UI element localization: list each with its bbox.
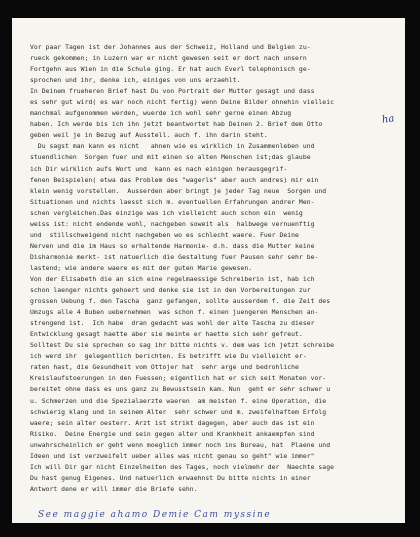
handwritten-margin-note: ha: [381, 113, 396, 126]
letter-line: klein wenig vorstellen. Ausserden aber bringt je jeder Tag neue Sorgen und: [30, 186, 327, 195]
letter-line: schen vergleichen.Das einzige was ich vielleicht auch schon ein wenig: [30, 208, 303, 217]
letter-line: unwahrscheinlich er geht wenn moeglich immer noch ins Bureau, hat Plaene und: [30, 440, 331, 449]
letter-line: Solltest Du sie sprechen so sag ihr bitte nichts v. dem was ich jetzt schreibe: [30, 341, 335, 350]
letter-page: [12, 18, 405, 523]
letter-line: Kreislaufstoerungen in den Fuessen; eigentlich hat er sich seit Monaten vor-: [30, 374, 327, 383]
letter-line: strengend ist. Ich habe dran gedacht was wohl der alte Tascha zu dieser: [30, 319, 315, 328]
letter-line: stuendlichen Sorgen fuer und mit einen so alten Menschen ist;das glaube: [30, 153, 311, 162]
letter-line: Situationen und nichts laesst sich m. eventuellen Erfahrungen andrer Men-: [30, 197, 315, 206]
letter-line: ich werd ihr gelegentlich berichten. Es betrifft wie Du vielleicht er-: [30, 352, 307, 361]
letter-line: schon laenger nichts gehoert und denke sie ist in den Vorbereitungen zur: [30, 286, 311, 295]
letter-line: Ich will Dir gar nicht Einzelheiten des Tages, noch vielmehr der Naechte sage: [30, 462, 335, 471]
letter-line: lastend; wie andere waere es mit der guten Marie gewesen.: [30, 263, 253, 272]
letter-line: Ideen und ist verzweifelt ueber alles was nicht genau so geht" wie immer": [30, 451, 315, 460]
letter-line: manchmal aufgenommen werden, wuerde ich wohl sehr gerne einen Abzug: [30, 109, 292, 118]
letter-line: weiss ist: nicht endende wohl, nachgeben soweit als halbwege vernuenftig: [30, 219, 315, 228]
letter-line: Antwort dene er will immer die Briefe sehn.: [30, 484, 198, 493]
letter-line: Disharmonie merkt- ist natuerlich die Gestaltung fuer Pausen sehr sehr be-: [30, 252, 319, 261]
letter-line: bereitet ohne dass es uns ganz zu Bewusstsein kam. Nun geht er sehr schwer u: [30, 385, 331, 394]
letter-line: Vor paar Tagen ist der Johannes aus der Schweiz, Holland und Belgien zu-: [30, 43, 311, 51]
letter-line: es sehr gut wird( es war noch nicht fertig) wenn Deine Bilder ohnehin vielleic: [30, 98, 335, 107]
letter-line: geben weil je in Bezug auf Ausstell. auch f. ihn darin steht.: [30, 131, 268, 140]
letter-line: grossen Uebung f. den Tascha ganz gefangen, sollte ausserdem f. die Zeit des: [30, 297, 331, 306]
letter-line: Du sagst man kann es nicht ahnen wie es wirklich in Zusammenleben und: [30, 142, 315, 151]
letter-line: Nerven und die im Haus so erhaltende Harmonie- d.h. dass die Mutter keine: [30, 241, 315, 250]
letter-line: In Deinem frueheren Brief hast Du von Portrait der Mutter gesagt und dass: [30, 87, 315, 96]
letter-line: rueck gekommen; in Luzern war er nicht gewesen seit er dort nach unsern: [30, 54, 307, 63]
letter-line: fenen Beispielen( etwa das Problem des "wagerls" aber auch andres) mir ein: [30, 175, 319, 184]
letter-line: raten hast, die Gesundheit vom Ottojer hat sehr arge und bedrohliche: [30, 363, 299, 372]
letter-line: Risiko. Deine Energie und sein gegen alter und Krankheit ankaempfen sind: [30, 429, 315, 438]
handwritten-signature-line: See maggie ahamo Demie Cam myssine: [38, 510, 272, 520]
letter-line: Fortgehn aus Wien in die Schule ging. Er hat auch Everl telephonisch ge-: [30, 65, 311, 74]
letter-line: schwierig klang und in seinem Alter sehr schwer und m. zweifelhaftem Erfolg: [30, 407, 327, 416]
letter-line: Du hast genug Eigenes. Und natuerlich erwaehnst Du bitte nichts in einer: [30, 473, 311, 482]
letter-line: u. Schmerzen und die Spezialaerzte waeren am meisten f. eine Operation, die: [30, 396, 327, 405]
letter-line: haben. Ich werde bis ich ihn jetzt beantwortet hab Deinen 2. Brief dem Otto: [30, 120, 323, 129]
letter-line: sprochen und ihr, denke ich, einiges von uns erzaehlt.: [30, 76, 241, 85]
letter-line: ich Dir wirklich aufs Wort und kann es nach einigen herausgegrif-: [30, 164, 288, 173]
letter-line: und stillschweigend nicht nachgeben wo es schlecht waere. Fuer Deine: [30, 230, 299, 239]
letter-line: Von der Elisabeth die an sich eine regelmaessige Schreiberin ist, hab ich: [30, 274, 315, 283]
letter-line: Entwicklung gesagt haette aber sie meinte er haette sich sehr gefreut.: [30, 330, 303, 339]
letter-line: Umzugs alle 4 Buben uebernehmen was schon f. einen juengeren Menschen an-: [30, 308, 319, 317]
letter-body: [30, 42, 398, 495]
letter-line: waere; sein alter oesterr. Arzt ist strikt dagegen, aber auch das ist ein: [30, 418, 315, 427]
